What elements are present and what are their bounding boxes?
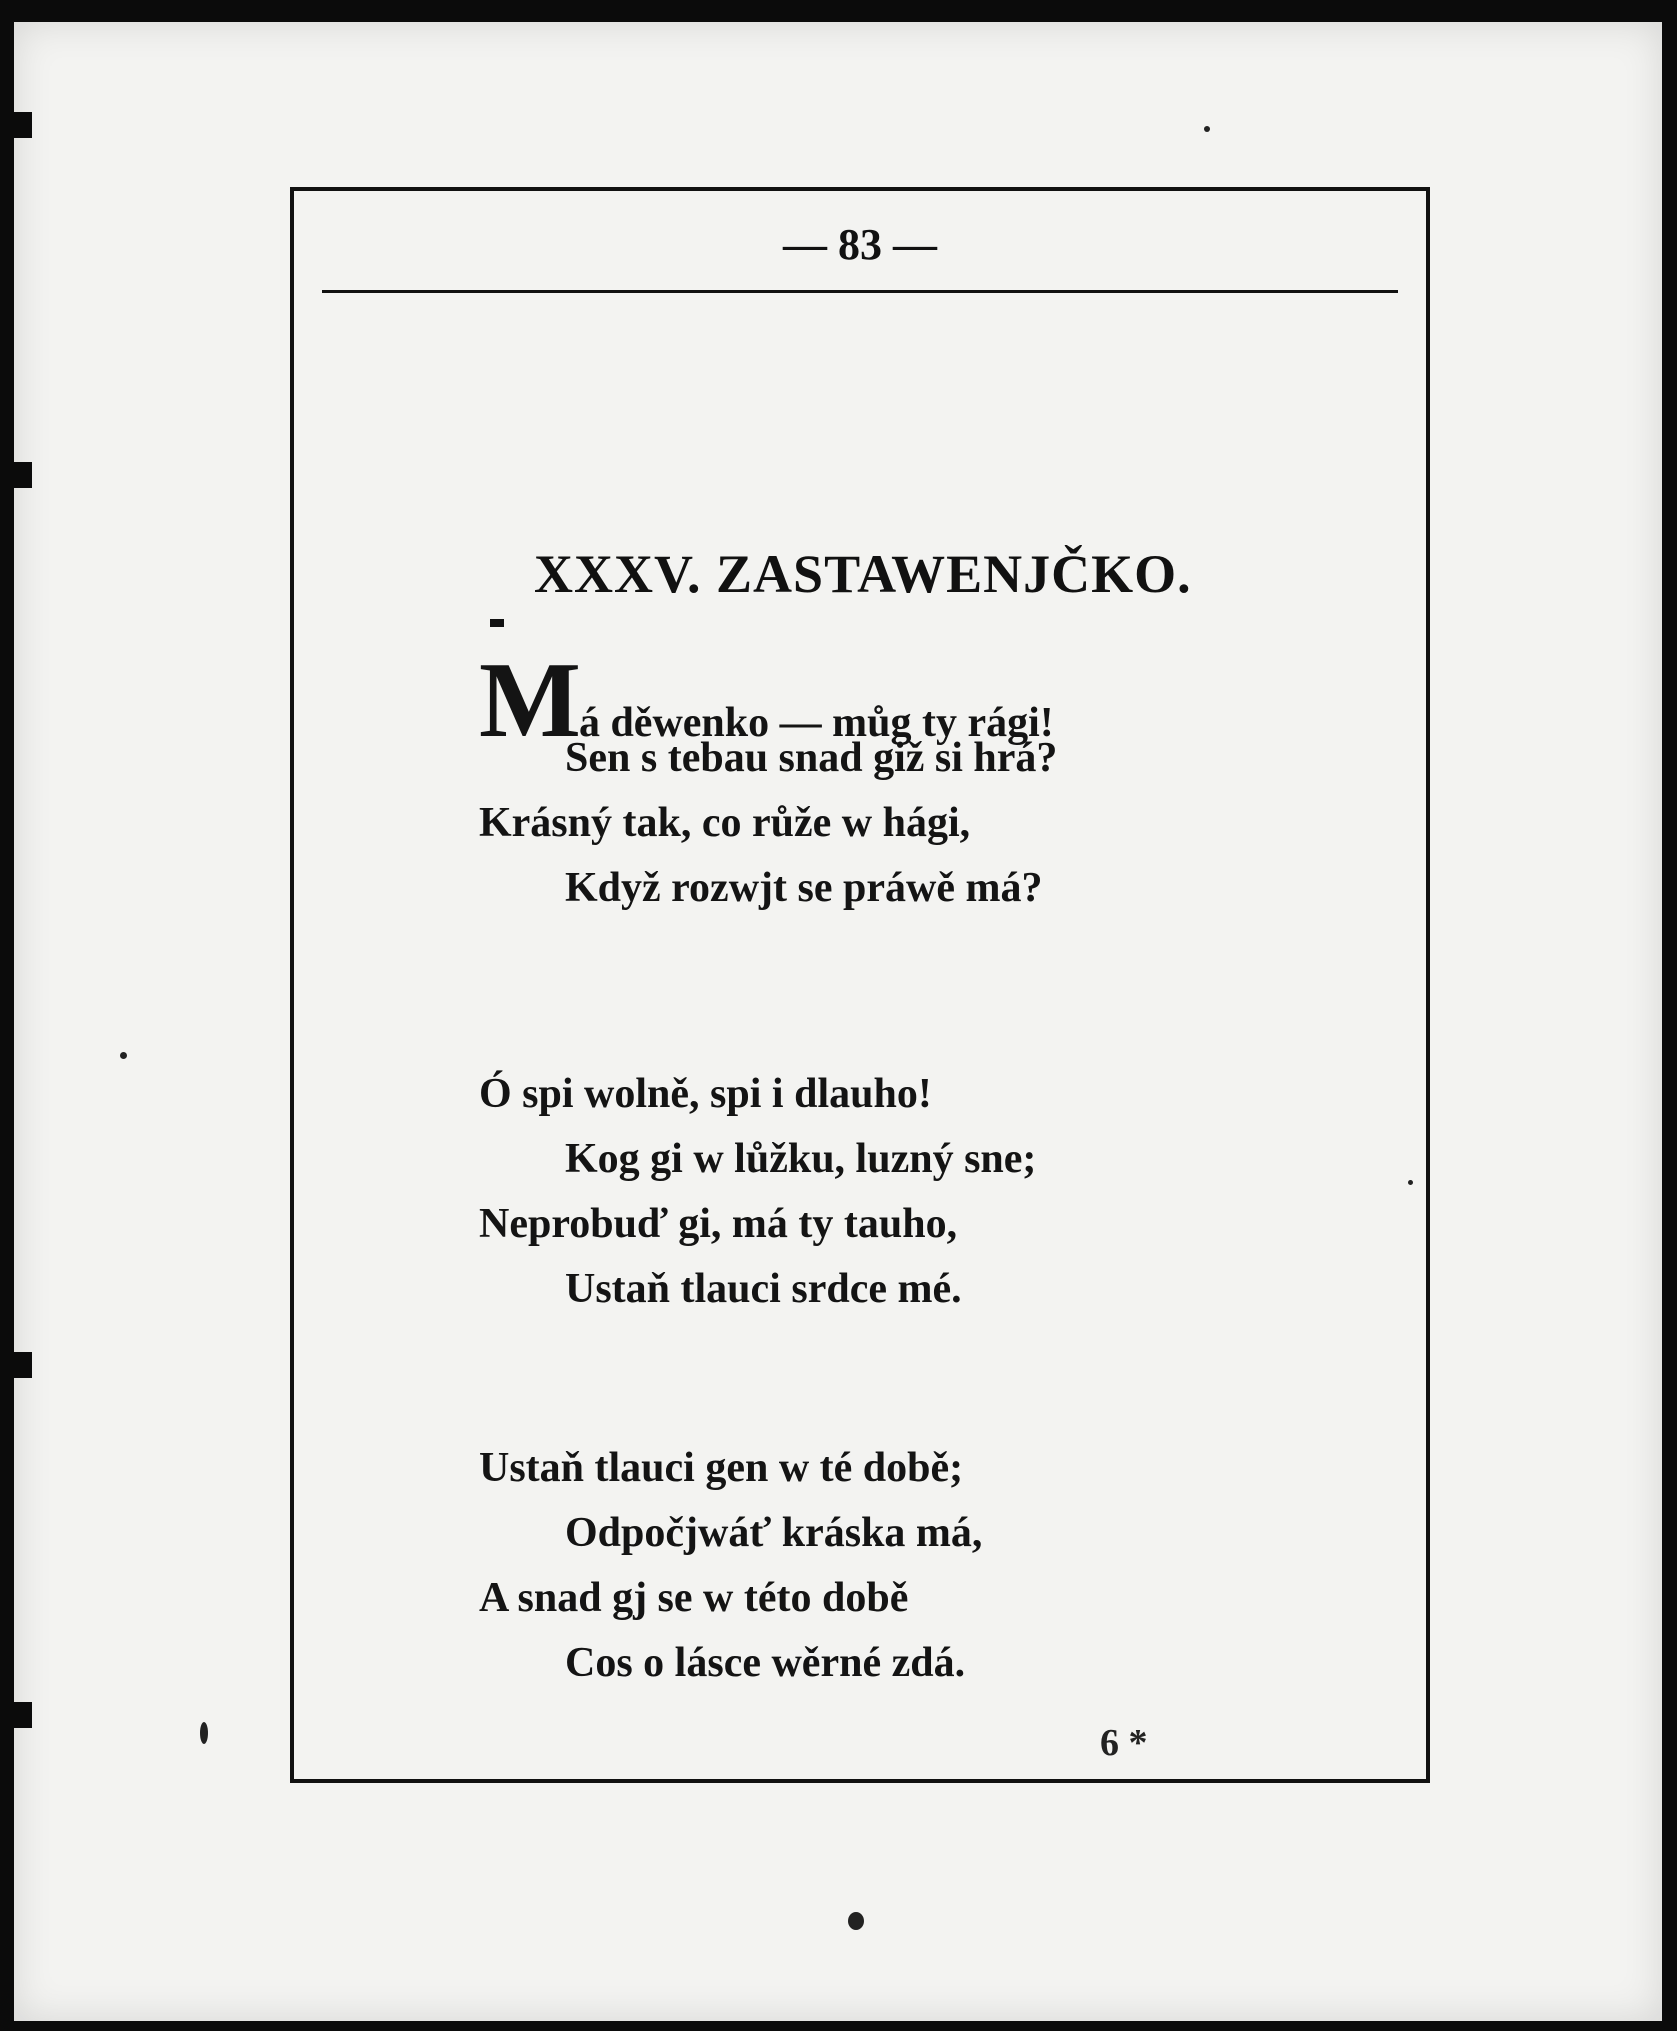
verse-line: Když rozwjt se práwě má? xyxy=(565,865,1043,911)
verse-line: Cos o lásce wěrné zdá. xyxy=(565,1640,966,1686)
text-frame xyxy=(290,187,1430,1783)
stanza-3 xyxy=(479,1436,982,1696)
book-page xyxy=(14,22,1662,2021)
ink-speck xyxy=(200,1722,208,1744)
verse-line: Ustaň tlauci srdce mé. xyxy=(565,1266,962,1312)
printer-mark xyxy=(490,619,504,627)
page-edge-notch xyxy=(14,462,32,488)
poem-title: XXXV. ZASTAWENJČKO. xyxy=(534,544,1192,604)
page-edge-notch xyxy=(14,1702,32,1728)
verse-line: Sen s tebau snad giž si hrá? xyxy=(565,735,1058,781)
page-edge-notch xyxy=(14,112,32,138)
ink-speck xyxy=(1204,126,1210,132)
header-rule xyxy=(322,290,1398,293)
verse-line: Ó spi wolně, spi i dlauho! xyxy=(479,1071,932,1117)
signature-mark: 6 * xyxy=(1100,1722,1148,1764)
verse-line: Krásný tak, co růže w hági, xyxy=(479,800,971,846)
page-number: — 83 — xyxy=(783,220,937,269)
page-edge-notch xyxy=(14,1352,32,1378)
verse-text: á děwenko — můg ty rági! xyxy=(578,700,1054,746)
verse-line: Odpočjwáť kráska má, xyxy=(565,1510,983,1556)
stanza-2 xyxy=(479,1062,1036,1322)
stanza-1 xyxy=(479,641,1058,921)
ink-speck xyxy=(848,1912,864,1930)
drop-cap: M xyxy=(479,641,579,760)
verse-line: Neprobuď gi, má ty tauho, xyxy=(479,1201,958,1247)
verse-line: A snad gj se w této době xyxy=(479,1575,909,1621)
verse-line: Ustaň tlauci gen w té době; xyxy=(479,1445,964,1491)
verse-line: Kog gi w lůžku, luzný sne; xyxy=(565,1136,1037,1182)
ink-speck xyxy=(120,1052,127,1059)
